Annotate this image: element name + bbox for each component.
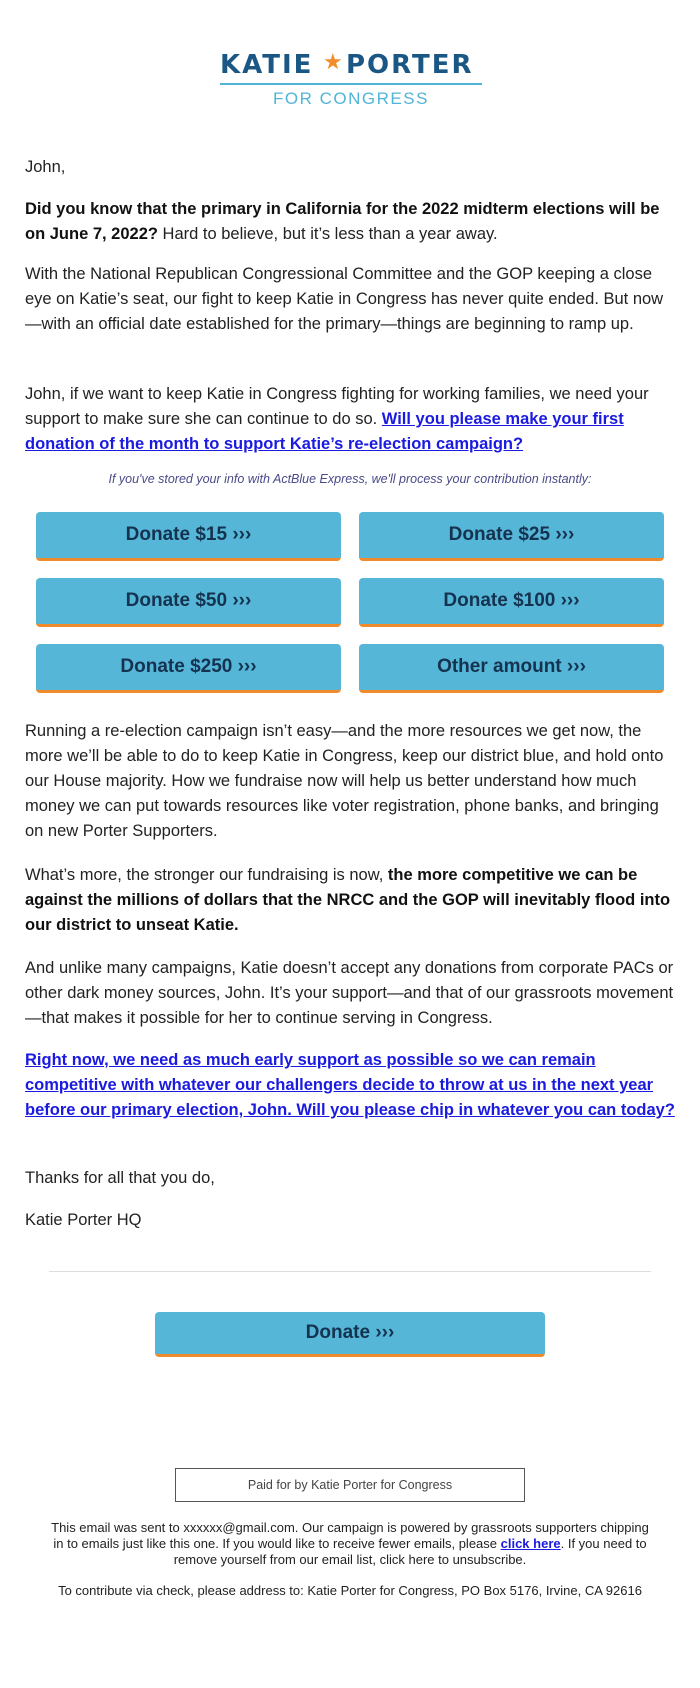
actblue-note: If you've stored your info with ActBlue Express, we'll process your contribution instantly: (108, 472, 592, 486)
paragraph-appeal (25, 382, 675, 457)
footer-sent-text-end: . If you need to remove yourself from our email list, click here to unsubscribe. (173, 1536, 647, 1567)
fewer-emails-link[interactable]: click here (500, 1536, 561, 1551)
donate-15-button[interactable]: Donate $15 ››› (36, 512, 341, 561)
paragraph-fundraising (25, 863, 675, 938)
donate-other-amount-button[interactable]: Other amount ››› (359, 644, 664, 693)
donate-50-button[interactable]: Donate $50 ››› (36, 578, 341, 627)
primary-date-bold: Did you know that the primary in California for the 2022 midterm elections will be on June 7, 2022? (25, 200, 660, 243)
star-icon: ★ (323, 50, 343, 75)
paragraph-resources: Running a re-election campaign isn’t easy—and the more resources we get now, the more we’ll be able to do to keep Katie in Congress, keep our district blue, and hold onto our House majority. How we fundraise now will help us better understand how much money we can put towards resources like voter registration, phone banks, and bringing on new Porter Supporters. (25, 722, 664, 840)
primary-date-rest: Hard to believe, but it’s less than a year away. (157, 225, 498, 243)
paragraph-nrcc: With the National Republican Congressional Committee and the GOP keeping a close eye on Katie’s seat, our fight to keep Katie in Congress has never quite ended. But now—with an official date established for the primary—things are beginning to ramp up. (25, 265, 664, 333)
logo-rule (220, 83, 482, 85)
footer-sent-text: This email was sent to xxxxxx@gmail.com. Our campaign is powered by grassroots supporters chipping in to emails just like this one. If you would like to receive fewer emails, please (51, 1520, 649, 1551)
donate-25-button[interactable]: Donate $25 ››› (359, 512, 664, 561)
paid-for-disclaimer: Paid for by Katie Porter for Congress (175, 1468, 525, 1502)
donation-link[interactable]: Will you please make your first donation of the month to support Katie’s re-election campaign? (25, 410, 624, 453)
donate-250-button[interactable]: Donate $250 ››› (36, 644, 341, 693)
chip-in-link[interactable]: Right now, we need as much early support as possible so we can remain competitive with whatever our challengers decide to throw at us in the next year before our primary election, John. Will you please chip in whatever you can today? (25, 1051, 675, 1119)
divider (49, 1271, 651, 1272)
paragraph-grassroots: And unlike many campaigns, Katie doesn’t accept any donations from corporate PACs or other dark money sources, John. It’s your support—and that of our grassroots movement—that makes it possible for her to continue serving in Congress. (25, 959, 674, 1027)
closing-line: Thanks for all that you do, (25, 1169, 215, 1187)
donate-100-button[interactable]: Donate $100 ››› (359, 578, 664, 627)
signature: Katie Porter HQ (25, 1211, 142, 1229)
paragraph-primary-date (25, 197, 675, 247)
greeting: John, (25, 158, 66, 176)
donate-button[interactable]: Donate ››› (155, 1312, 545, 1357)
fundraising-text: What’s more, the stronger our fundraising is now, (25, 866, 388, 884)
footer-email-notice (50, 1520, 650, 1568)
logo-subtitle: FOR CONGRESS (273, 89, 429, 108)
fundraising-bold: the more competitive we can be against the millions of dollars that the NRCC and the GOP will inevitably flood into our district to unseat Katie. (25, 866, 671, 934)
logo-last-name: PORTER (346, 50, 474, 80)
logo-first-name: KATIE (220, 50, 314, 80)
campaign-logo (220, 50, 482, 110)
logo-name (220, 50, 482, 80)
appeal-text: John, if we want to keep Katie in Congress fighting for working families, we need your support to make sure she can continue to do so. (25, 385, 649, 428)
footer-check-address: To contribute via check, please address to: Katie Porter for Congress, PO Box 5176, Irvine, CA 92616 (58, 1583, 642, 1598)
paragraph-cta (25, 1048, 675, 1123)
